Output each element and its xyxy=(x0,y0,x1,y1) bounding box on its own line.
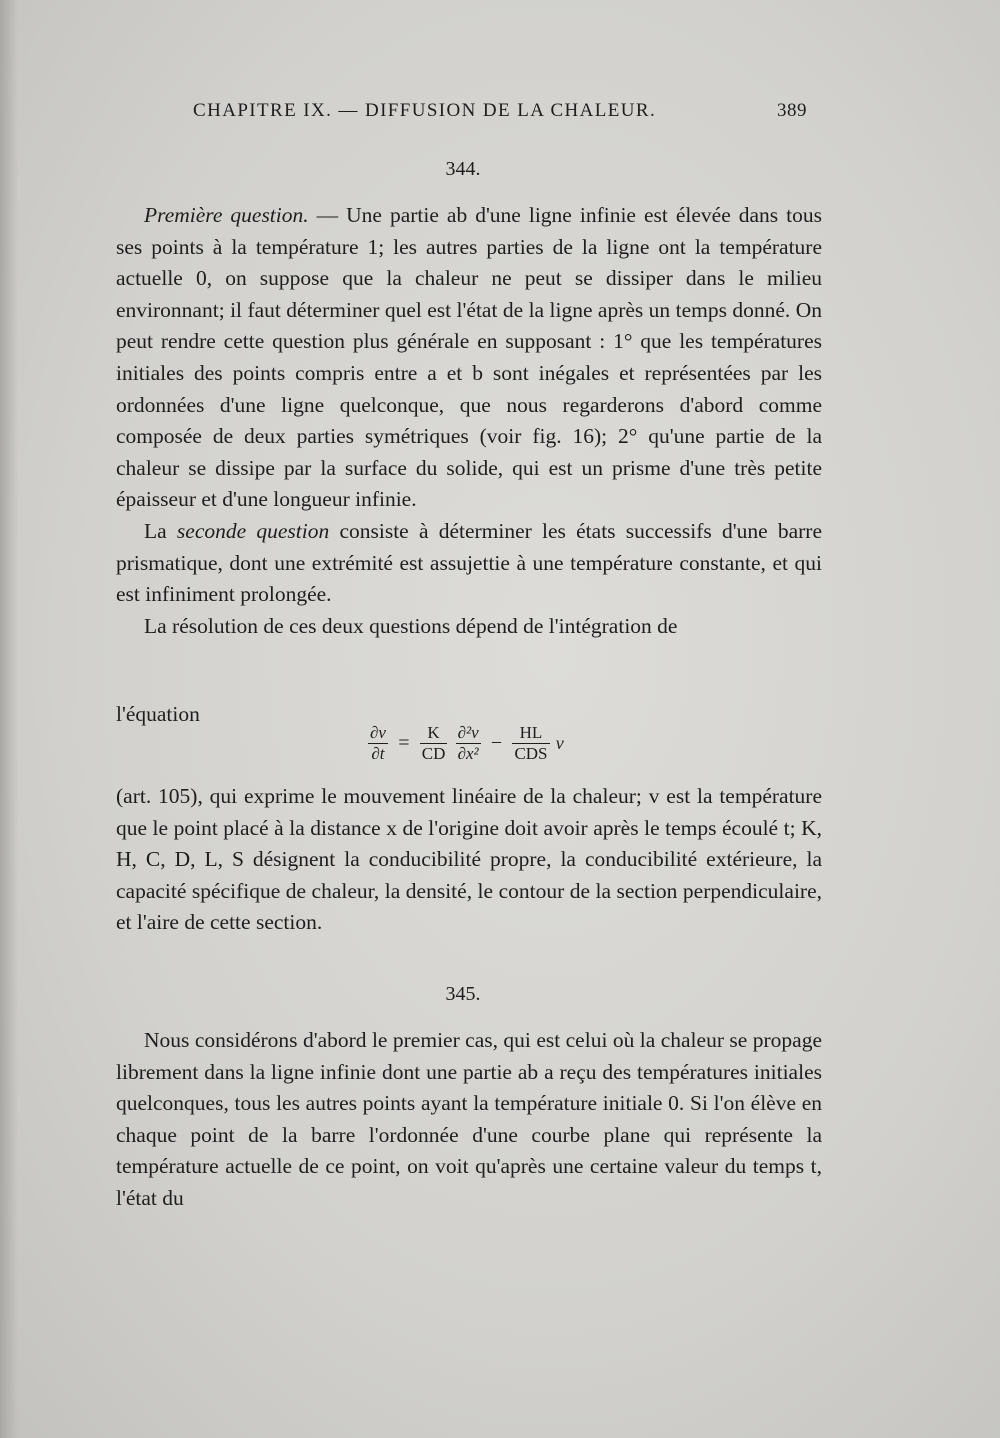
page-number: 389 xyxy=(777,100,807,121)
k-numerator: K xyxy=(420,723,448,744)
section-344-text xyxy=(116,200,822,642)
minus-sign: − xyxy=(490,732,503,754)
section-number-344: 344. xyxy=(445,158,481,180)
section-344-continuation xyxy=(116,781,822,939)
paragraph-resolution: La résolution de ces deux questions dépend de l'intégration de xyxy=(144,613,678,638)
second-derivative-denominator: ∂x² xyxy=(457,744,479,763)
equation-lhs-fraction xyxy=(368,723,388,764)
paragraph-first-case: Nous considérons d'abord le premier cas, qui est celui où la chaleur se propage librement dans la ligne infinie dont une partie ab a reçu des températures initiales quelconques, tous les autres points ayant la température initiale 0. Si l'on élève en chaque point de la barre l'ordonnée d'une courbe plane qui représente la température actuelle de ce point, on voit qu'après une certaine valeur du temps t, l'état du xyxy=(116,1028,822,1210)
hl-numerator: HL xyxy=(512,723,549,744)
equation-v-variable: v xyxy=(555,733,564,753)
equals-sign: = xyxy=(398,732,410,754)
equation-label: l'équation xyxy=(116,702,200,726)
equation-hl-fraction xyxy=(512,723,549,764)
paragraph-equation-explanation: (art. 105), qui exprime le mouvement linéaire de la chaleur; v est la température que le point placé à la distance x de l'origine doit avoir après le temps écoulé t; K, H, C, D, L, S désignent la conducibilité propre, la conducibilité extérieure, la capacité spécifique de chaleur, la densité, le contour de la section perpendiculaire, et l'aire de cette section. xyxy=(116,784,822,935)
paragraph-second-question xyxy=(116,516,822,611)
k-denominator: CD xyxy=(421,744,446,763)
lhs-denominator: ∂t xyxy=(371,744,385,763)
equation-k-fraction xyxy=(420,723,448,764)
heat-equation xyxy=(366,723,564,771)
page-gutter-shadow xyxy=(0,0,18,1438)
chapter-title: CHAPITRE IX. — DIFFUSION DE LA CHALEUR. xyxy=(193,100,657,121)
running-header xyxy=(193,100,807,130)
first-question-label: Première question. xyxy=(144,203,309,227)
second-question-text: consiste à déterminer les états successifs d'une barre prismatique, dont une extrémité est assujettie à une température constante, et qui est infiniment prolongée. xyxy=(116,518,822,607)
paragraph-first-question xyxy=(116,200,822,516)
hl-denominator: CDS xyxy=(514,744,548,763)
section-345-text xyxy=(116,1025,822,1215)
equation-second-derivative xyxy=(456,723,481,764)
second-question-start: La xyxy=(144,518,177,543)
section-number-345: 345. xyxy=(445,983,481,1005)
lhs-numerator: ∂v xyxy=(370,723,386,742)
second-question-label: seconde question xyxy=(176,518,330,543)
first-question-text: — Une partie ab d'une ligne infinie est élevée dans tous ses points à la température 1; les autres parties de la ligne ont la température actuelle 0, on suppose que la chaleur ne peut se dissiper dans le milieu environnant; il faut déterminer quel est l'état de la ligne après un temps donné. On peut rendre cette question plus générale en supposant : 1° que les températures initiales des points compris entre a et b sont inégales et représentées par les ordonnées d'une ligne quelconque, que nous regarderons d'abord comme composée de deux parties symétriques (voir fig. 16); 2° qu'une partie de la chaleur se dissipe par la surface du solide, qui est un prisme d'une très petite épaisseur et d'une longueur infinie. xyxy=(116,203,822,512)
second-derivative-numerator: ∂²v xyxy=(457,723,479,742)
